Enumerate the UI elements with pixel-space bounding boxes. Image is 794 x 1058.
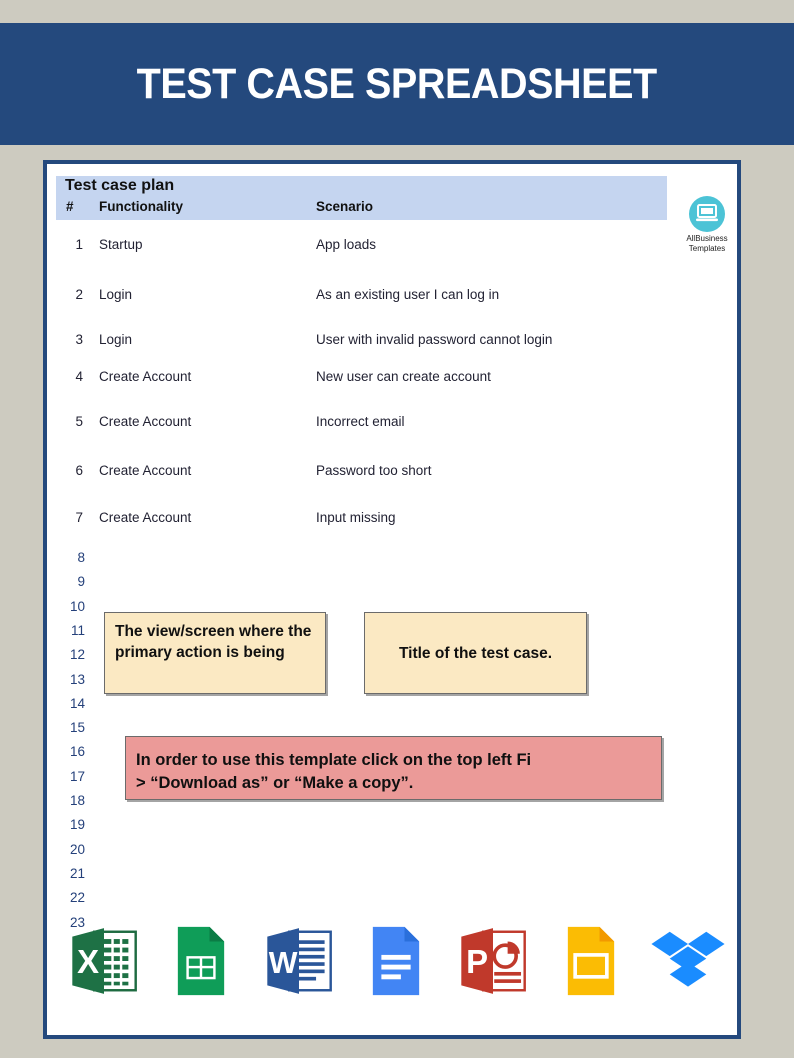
table-row[interactable]: [47, 287, 737, 307]
cell-scenario[interactable]: App loads: [316, 237, 377, 252]
cell-functionality[interactable]: Startup: [99, 237, 143, 252]
svg-text:W: W: [268, 946, 298, 981]
table-row[interactable]: [47, 332, 737, 352]
row-number: 8: [77, 550, 85, 565]
cell-scenario[interactable]: Password too short: [316, 463, 432, 478]
cell-functionality[interactable]: Create Account: [99, 463, 192, 478]
row-number: 21: [69, 865, 85, 881]
callout-view-screen: The view/screen where the primary action is being: [104, 612, 326, 694]
row-number: 23: [69, 914, 85, 930]
row-number: 20: [69, 841, 85, 857]
spreadsheet-title: Test case plan: [65, 177, 175, 194]
microsoft-powerpoint-icon[interactable]: [454, 922, 532, 1000]
google-sheets-icon[interactable]: [162, 922, 240, 1000]
row-number: 10: [69, 598, 85, 614]
row-number: 3: [75, 332, 83, 347]
row-number: 14: [69, 695, 85, 711]
row-number: 9: [77, 574, 85, 590]
logo-text-line1: AllBusiness: [686, 234, 728, 243]
row-number: 6: [75, 463, 83, 478]
cell-functionality[interactable]: Create Account: [99, 369, 192, 384]
logo-text-line2: Templates: [688, 243, 726, 253]
row-number: 12: [69, 647, 85, 663]
row-number: 2: [75, 287, 83, 302]
document-page: [43, 160, 741, 1039]
row-number: 17: [69, 768, 85, 784]
table-row[interactable]: [47, 237, 737, 257]
microsoft-word-icon[interactable]: [260, 922, 338, 1000]
laptop-icon-svg: [696, 204, 718, 224]
google-docs-icon[interactable]: [357, 922, 435, 1000]
microsoft-excel-icon[interactable]: [65, 922, 143, 1000]
table-row[interactable]: [47, 510, 737, 530]
page-title: TEST CASE SPREADSHEET: [136, 59, 658, 108]
app-format-icons: [65, 916, 727, 1006]
svg-text:X: X: [77, 943, 100, 981]
header-banner: [0, 23, 794, 145]
cell-scenario[interactable]: User with invalid password cannot login: [316, 332, 553, 347]
cell-functionality[interactable]: Login: [99, 332, 133, 347]
google-slides-icon[interactable]: [552, 922, 630, 1000]
cell-functionality[interactable]: Create Account: [99, 414, 192, 429]
row-number: 1: [75, 237, 83, 252]
row-number: 19: [69, 817, 85, 833]
row-number: 16: [69, 744, 85, 760]
callout-test-case-title: [364, 612, 587, 694]
cell-scenario[interactable]: Incorrect email: [316, 414, 405, 429]
cell-functionality[interactable]: Login: [99, 287, 133, 302]
row-number: 5: [75, 414, 83, 429]
callout-test-case-title-text: Title of the test case.: [398, 644, 553, 662]
row-number: 4: [75, 369, 83, 384]
table-row[interactable]: [47, 414, 737, 434]
spreadsheet-header-band: [56, 176, 667, 220]
row-number: 18: [69, 793, 85, 808]
row-number: 15: [69, 720, 85, 736]
table-row[interactable]: [47, 369, 737, 389]
callout-download-line1: In order to use this template click on the top left Fi: [136, 751, 532, 769]
cell-scenario[interactable]: As an existing user I can log in: [316, 287, 500, 302]
row-number: 7: [75, 510, 83, 525]
column-header-number: #: [66, 199, 74, 214]
table-row[interactable]: [47, 463, 737, 483]
laptop-icon: [689, 196, 725, 232]
cell-functionality[interactable]: Create Account: [99, 510, 192, 525]
svg-text:P: P: [466, 943, 489, 981]
callout-download-line2: > “Download as” or “Make a copy”.: [136, 774, 414, 792]
callout-download-instructions: [125, 736, 662, 800]
row-number: 11: [70, 622, 85, 638]
cell-scenario[interactable]: New user can create account: [316, 369, 491, 384]
column-header-functionality: Functionality: [99, 199, 183, 214]
dropbox-icon[interactable]: [649, 922, 727, 1000]
row-number: 13: [69, 671, 85, 687]
row-number: 22: [69, 890, 85, 906]
column-header-scenario: Scenario: [316, 199, 374, 214]
cell-scenario[interactable]: Input missing: [316, 510, 396, 525]
